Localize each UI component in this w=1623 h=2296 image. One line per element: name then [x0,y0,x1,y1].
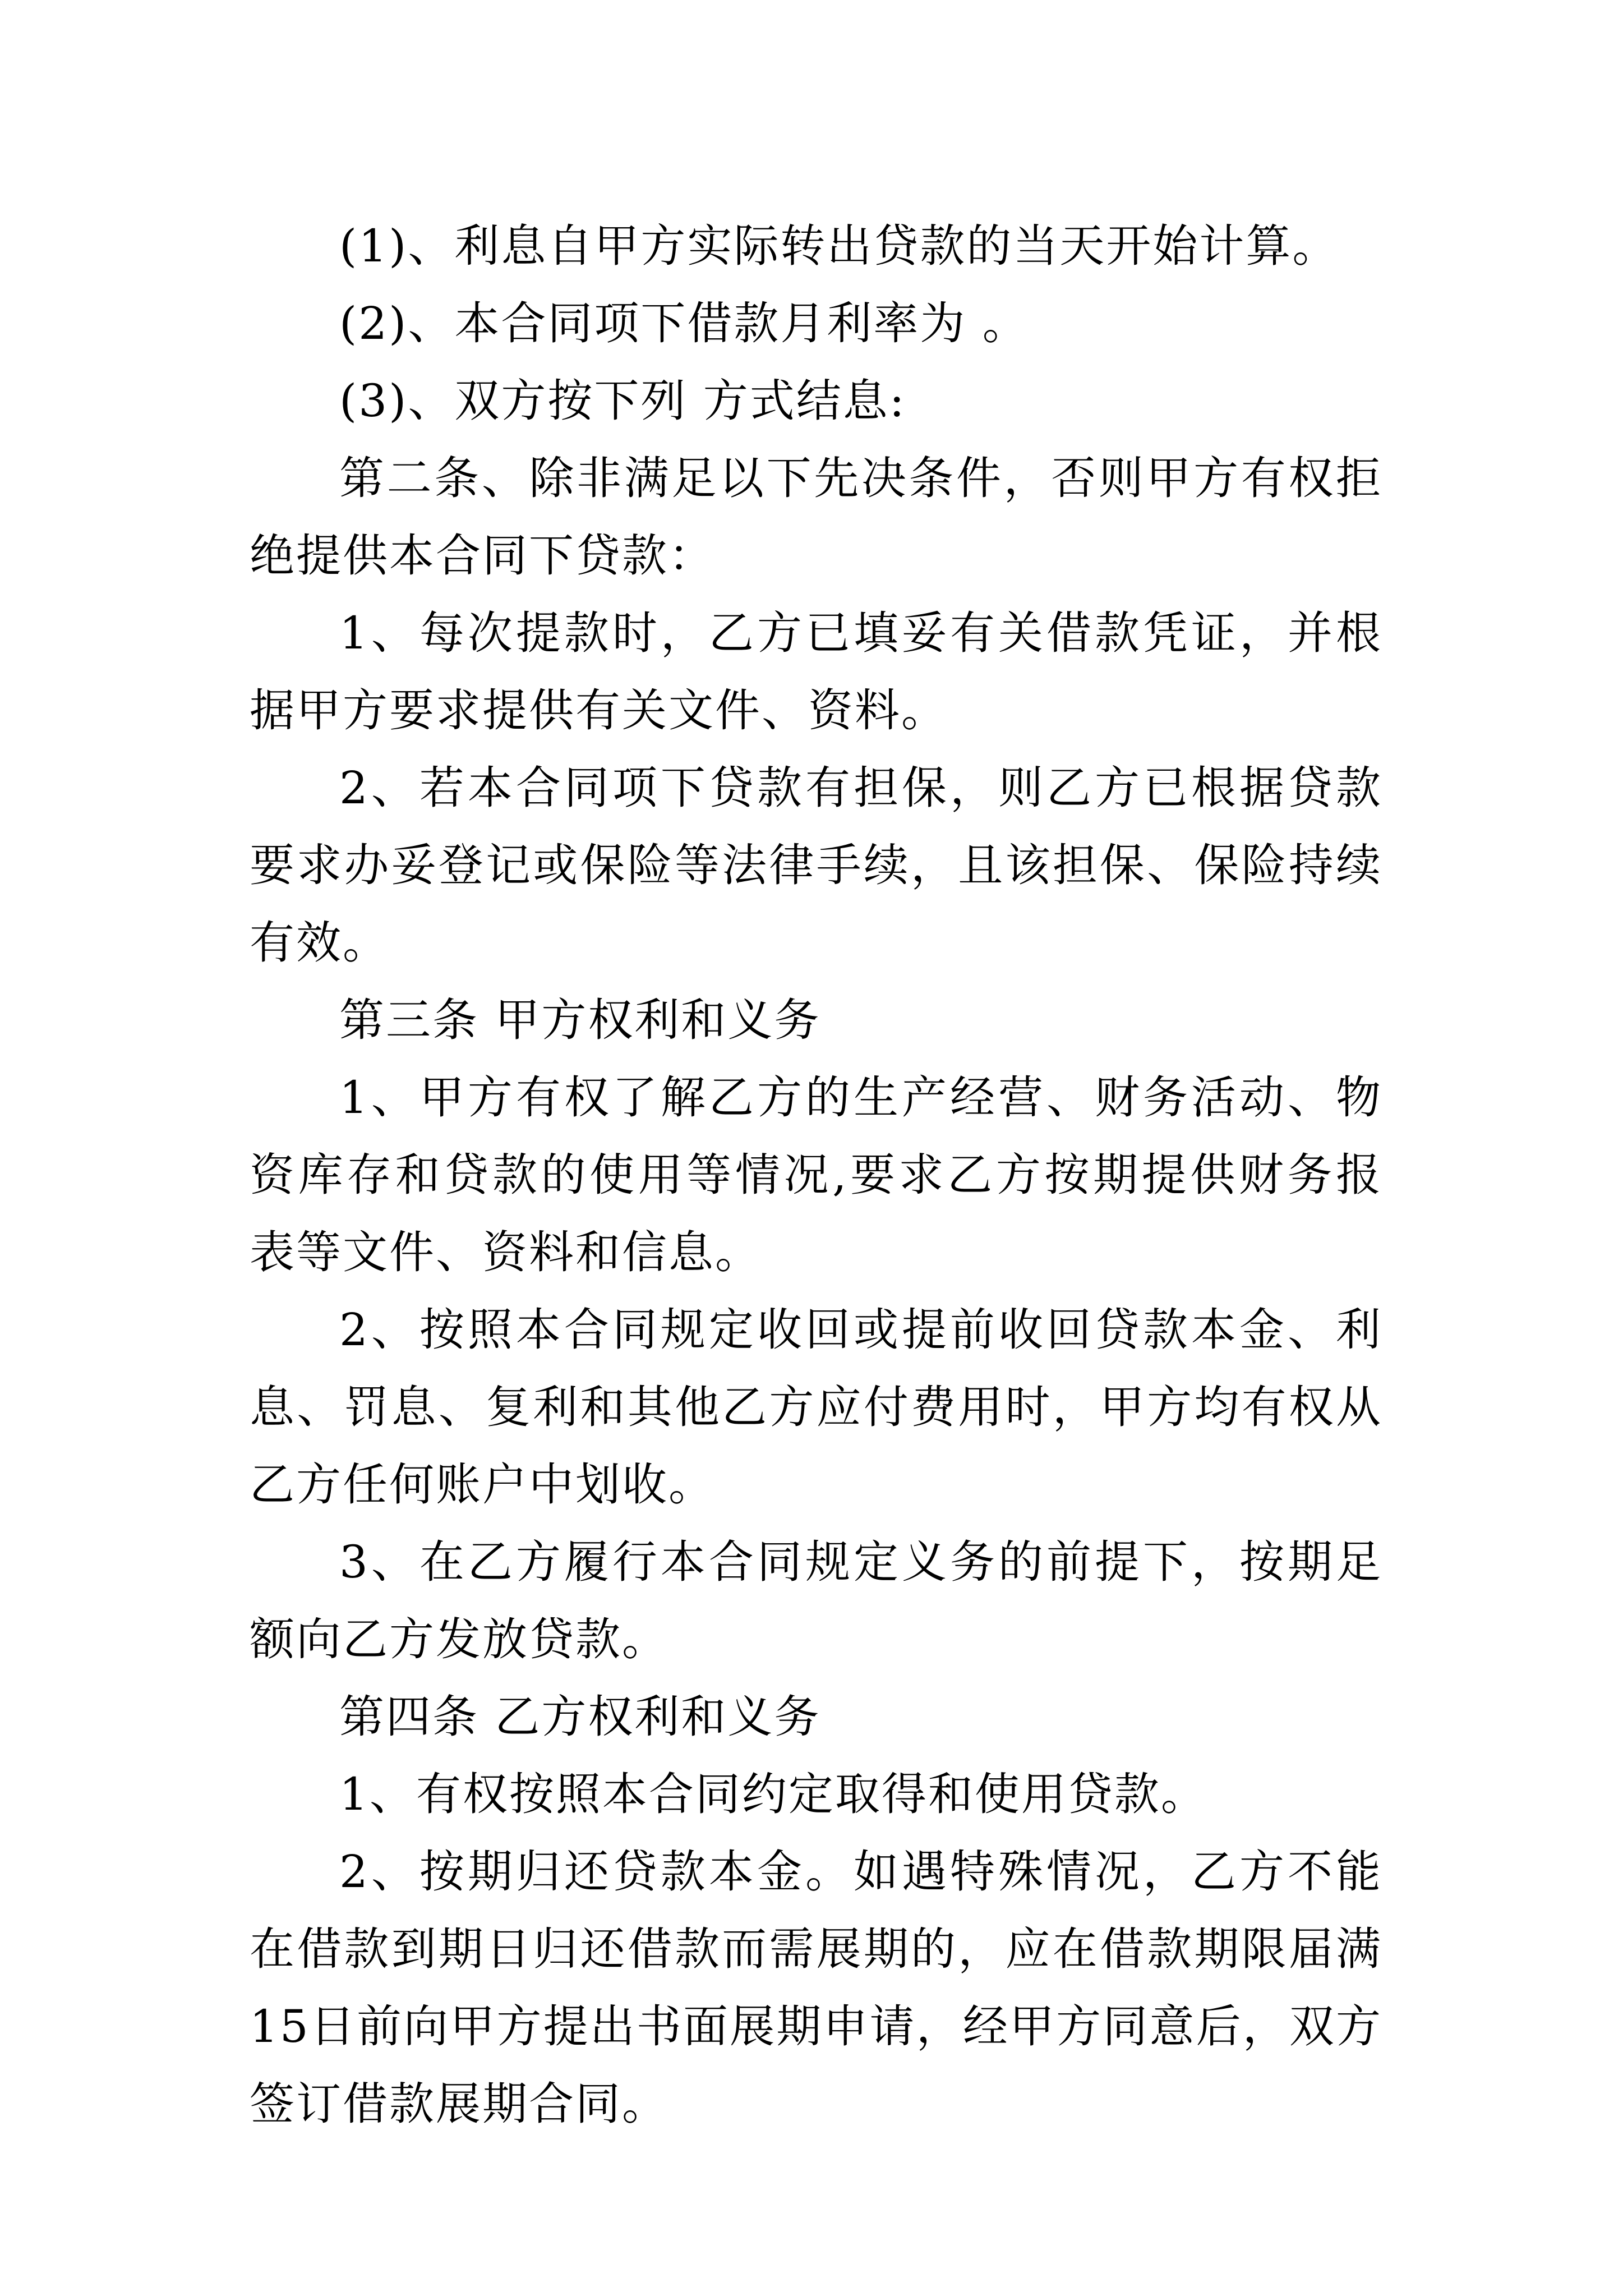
document-body [250,208,1382,2143]
condition-one-paragraph: 1、每次提款时，乙方已填妥有关借款凭证，并根据甲方要求提供有关文件、资料。 [250,607,1382,737]
interest-start-paragraph: (1)、利息自甲方实际转出贷款的当天开始计算。 [339,220,1339,272]
condition-two-paragraph: 2、若本合同项下贷款有担保，则乙方已根据贷款要求办妥登记或保险等法律手续，且该担保、保险持续有效。 [250,762,1382,969]
monthly-rate-paragraph: (2)、本合同项下借款月利率为 。 [339,297,1029,349]
lender-right-two-paragraph: 2、按照本合同规定收回或提前收回贷款本金、利息、罚息、复利和其他乙方应付费用时，甲方均有权从乙方任何账户中划收。 [250,1304,1382,1511]
lender-right-three-paragraph: 3、在乙方履行本合同规定义务的前提下，按期足额向乙方发放贷款。 [250,1536,1382,1665]
article-four-heading: 第四条 乙方权利和义务 [339,1691,821,1743]
lender-right-one-paragraph: 1、甲方有权了解乙方的生产经营、财务活动、物资库存和贷款的使用等情况,要求乙方按期提供财务报表等文件、资料和信息。 [250,1071,1382,1278]
borrower-right-two-paragraph: 2、按期归还贷款本金。如遇特殊情况，乙方不能在借款到期日归还借款而需展期的，应在借款期限届满15日前向甲方提出书面展期申请，经甲方同意后，双方签订借款展期合同。 [250,1846,1382,2130]
settlement-method-paragraph: (3)、双方按下列 方式结息: [339,375,906,427]
article-two-paragraph: 第二条、除非满足以下先决条件，否则甲方有权拒绝提供本合同下贷款： [250,452,1382,582]
article-three-heading: 第三条 甲方权利和义务 [339,994,821,1046]
borrower-right-one-paragraph: 1、有权按照本合同约定取得和使用贷款。 [339,1768,1207,1820]
